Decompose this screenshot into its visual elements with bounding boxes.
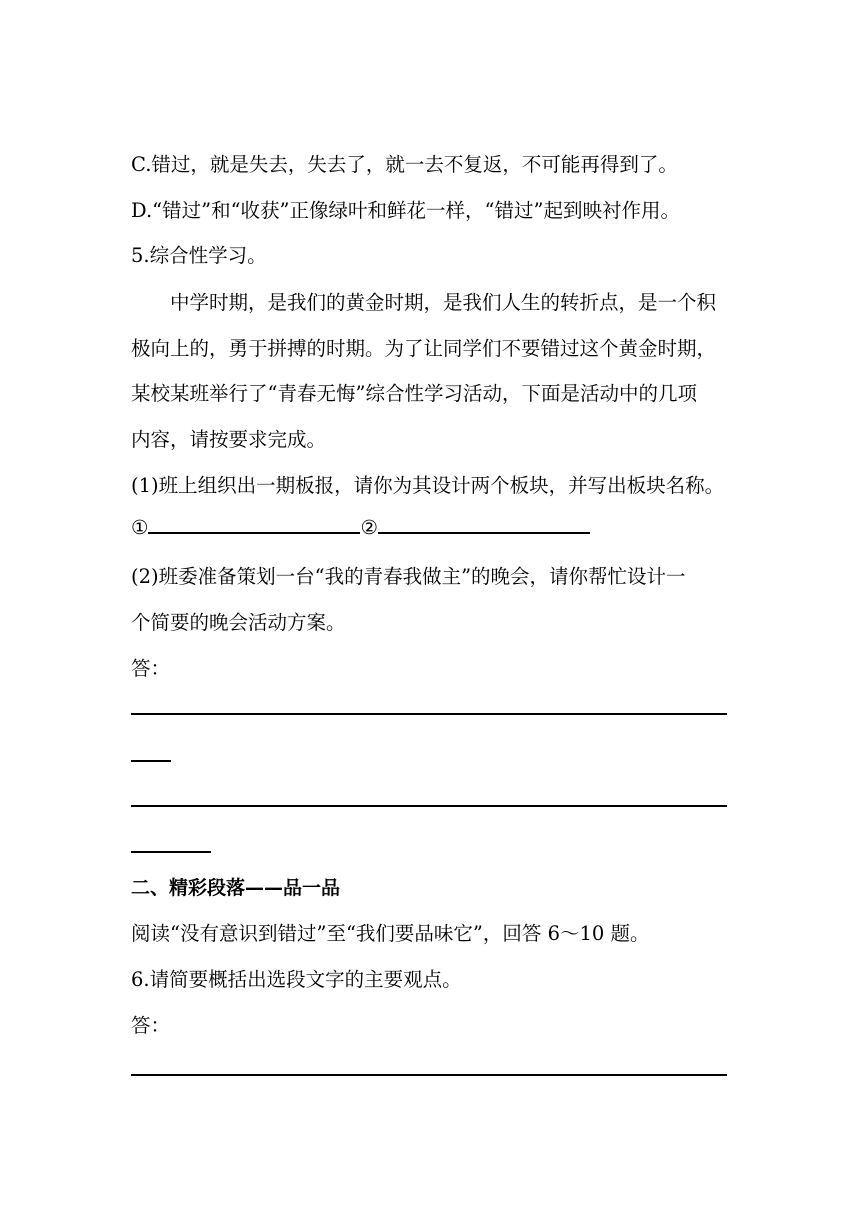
answer-line-1-tail[interactable]: [131, 760, 171, 762]
question-6: 6.请简要概括出选段文字的主要观点。: [131, 968, 462, 991]
option-c: C.错过，就是失去，失去了，就一去不复返，不可能再得到了。: [131, 153, 678, 176]
q5-intro-line-2: 极向上的，勇于拼搏的时期。为了让同学们不要错过这个黄金时期，: [131, 337, 717, 360]
section-2-instruction: 阅读“没有意识到错过”至“我们要品味它”，回答 6～10 题。: [131, 922, 650, 945]
answer-line-1[interactable]: [131, 713, 727, 715]
option-d: D.“错过”和“收获”正像绿叶和鲜花一样，“错过”起到映衬作用。: [131, 199, 680, 222]
answer-label-q6: 答：: [131, 1014, 171, 1037]
q5-intro-line-4: 内容，请按要求完成。: [131, 428, 327, 451]
answer-label-q5: 答：: [131, 657, 171, 680]
q5-subquestion-1: (1)班上组织出一期板报，请你为其设计两个板块，并写出板块名称。: [131, 474, 725, 497]
q5-subquestion-2-line-2: 个简要的晚会活动方案。: [131, 611, 346, 634]
answer-line-3[interactable]: [131, 1074, 727, 1076]
answer-blank-row: [131, 512, 590, 542]
answer-line-2[interactable]: [131, 805, 727, 807]
blank-2-marker: ②: [360, 516, 378, 539]
q5-subquestion-2-line-1: (2)班委准备策划一台“我的青春我做主”的晚会，请你帮忙设计一: [131, 565, 686, 588]
blank-1-marker: ①: [131, 516, 149, 539]
answer-line-2-tail[interactable]: [131, 851, 211, 853]
answer-blank-2[interactable]: [378, 512, 590, 534]
question-5-title: 5.综合性学习。: [131, 244, 267, 267]
answer-blank-1[interactable]: [148, 512, 360, 534]
q5-intro-line-3: 某校某班举行了“青春无悔”综合性学习活动，下面是活动中的几项: [131, 382, 697, 405]
section-2-heading: 二、精彩段落——品一品: [131, 877, 341, 899]
q5-intro-line-1: 中学时期，是我们的黄金时期，是我们人生的转折点，是一个积: [170, 291, 717, 314]
